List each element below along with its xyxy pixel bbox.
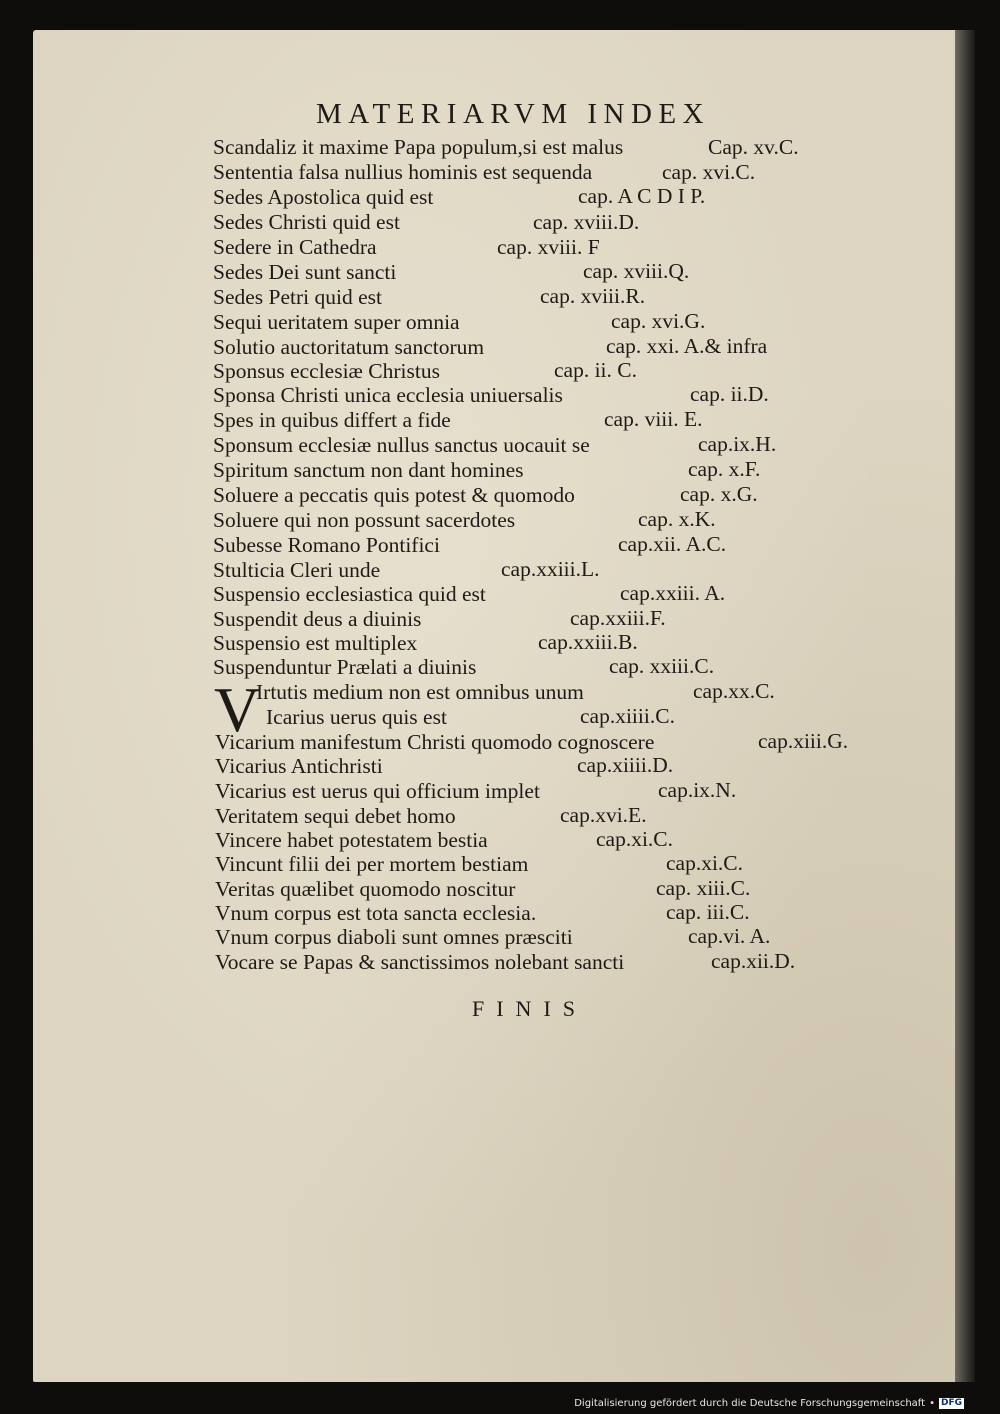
index-entry-ref: cap.xxiii. A. — [620, 581, 726, 605]
initial-letter: V — [214, 674, 261, 745]
index-entry-term: Vocare se Papas & sanctissimos nolebant sancti — [215, 950, 625, 974]
index-entry-ref: cap.xiiii.C. — [580, 704, 675, 728]
index-entry-ref: cap. ii.D. — [690, 382, 769, 406]
index-entry-term: Spiritum sanctum non dant homines — [213, 458, 524, 482]
index-entry-ref: cap. xviii.R. — [540, 284, 646, 308]
index-entry-ref: cap. xvi.G. — [611, 309, 706, 333]
index-entry-term: Suspensio est multiplex — [213, 631, 418, 655]
credit-separator: • — [929, 1398, 935, 1409]
index-entry-ref: Cap. xv.C. — [708, 135, 799, 159]
index-entry-term: Solutio auctoritatum sanctorum — [213, 335, 485, 359]
index-entry-term: Vincunt filii dei per mortem bestiam — [215, 852, 529, 876]
index-entry-term: Vicarius est uerus qui officium implet — [215, 779, 540, 803]
index-entry-term: Irtutis medium non est omnibus unum — [256, 680, 584, 704]
index-entry-ref: cap. xxiii.C. — [609, 654, 715, 678]
index-entry-term: Soluere qui non possunt sacerdotes — [213, 508, 516, 532]
index-entry-term: Veritas quælibet quomodo noscitur — [215, 877, 516, 901]
index-entry-ref: cap. xviii. F — [497, 235, 600, 259]
index-entry-term: Vicarius Antichristi — [215, 754, 383, 778]
index-entry-ref: cap. xiii.C. — [656, 876, 751, 900]
digitization-credit — [574, 1398, 964, 1409]
book-spine — [955, 30, 975, 1382]
index-entry-term: Suspensio ecclesiastica quid est — [213, 582, 486, 606]
index-entry-term: Vicarium manifestum Christi quomodo cognoscere — [215, 730, 655, 754]
index-entry-term: Spes in quibus differt a fide — [213, 408, 451, 432]
index-entry-term: Soluere a peccatis quis potest & quomodo — [213, 483, 575, 507]
index-entry-ref: cap.xi.C. — [666, 851, 744, 875]
index-entry-ref: cap.ix.N. — [658, 778, 737, 802]
index-entry-term: Sedes Petri quid est — [213, 285, 382, 309]
index-entry-term: Veritatem sequi debet homo — [215, 804, 456, 828]
index-entry-term: Sedere in Cathedra — [213, 235, 377, 259]
index-entry-ref: cap. viii. E. — [604, 407, 703, 431]
index-entry-ref: cap. xxi. A.& infra — [606, 334, 768, 358]
index-entry-ref: cap. x.F. — [688, 457, 761, 481]
index-entry-term: Suspendit deus a diuinis — [213, 607, 422, 631]
index-entry-ref: cap. x.K. — [638, 507, 716, 531]
index-entry-term: Sententia falsa nullius hominis est sequenda — [213, 160, 593, 184]
index-entry-term: Sedes Christi quid est — [213, 210, 400, 234]
index-entry-term: Sponsum ecclesiæ nullus sanctus uocauit se — [213, 433, 590, 457]
index-entry-term: Sequi ueritatem super omnia — [213, 310, 460, 334]
index-entry-term: Subesse Romano Pontifici — [213, 533, 440, 557]
index-entry-term: Vnum corpus est tota sancta ecclesia. — [215, 901, 537, 925]
index-entry-ref: cap. x.G. — [680, 482, 758, 506]
index-entry-ref: cap. iii.C. — [666, 900, 750, 924]
index-entry-term: Sedes Dei sunt sancti — [213, 260, 397, 284]
index-entry-ref: cap. xviii.D. — [533, 210, 640, 234]
credit-text: Digitalisierung gefördert durch die Deutsche Forschungsgemeinschaft — [574, 1398, 926, 1409]
index-entry-ref: cap.ix.H. — [698, 432, 777, 456]
index-entry-ref: cap. ii. C. — [554, 358, 637, 382]
index-entry-term: Sponsus ecclesiæ Christus — [213, 359, 440, 383]
index-entry-ref: cap.xxiii.L. — [501, 557, 600, 581]
book-page — [33, 30, 963, 1382]
index-entry-term: Sedes Apostolica quid est — [213, 185, 434, 209]
index-entry-ref: cap. A C D I P. — [578, 184, 706, 208]
index-entry-term: Suspenduntur Prælati a diuinis — [213, 655, 477, 679]
index-entry-ref: cap.xii.D. — [711, 949, 796, 973]
index-entry-ref: cap. xviii.Q. — [583, 259, 690, 283]
index-entry-ref: cap.xvi.E. — [560, 803, 647, 827]
index-entry-ref: cap.xi.C. — [596, 827, 674, 851]
index-entry-ref: cap.vi. A. — [688, 924, 771, 948]
index-entry-ref: cap.xxiii.B. — [538, 630, 638, 654]
index-entry-ref: cap.xiii.G. — [758, 729, 849, 753]
index-entry-term: Scandaliz it maxime Papa populum,si est malus — [213, 135, 624, 159]
index-entry-ref: cap.xx.C. — [693, 679, 775, 703]
index-entry-term: Icarius uerus quis est — [266, 705, 447, 729]
index-entry-term: Vincere habet potestatem bestia — [215, 828, 488, 852]
index-entry-term: Sponsa Christi unica ecclesia uniuersalis — [213, 383, 563, 407]
page-header: MATERIARVM INDEX — [316, 98, 711, 130]
index-entry-ref: cap. xvi.C. — [662, 160, 756, 184]
index-entry-ref: cap.xxiii.F. — [570, 606, 666, 630]
index-entry-term: Stulticia Cleri unde — [213, 558, 381, 582]
index-entry-ref: cap.xiiii.D. — [577, 753, 674, 777]
finis-text: FINIS — [472, 996, 588, 1021]
index-entry-ref: cap.xii. A.C. — [618, 532, 727, 556]
dfg-logo-icon: DFG — [940, 1398, 962, 1408]
index-entry-term: Vnum corpus diaboli sunt omnes præsciti — [215, 925, 573, 949]
